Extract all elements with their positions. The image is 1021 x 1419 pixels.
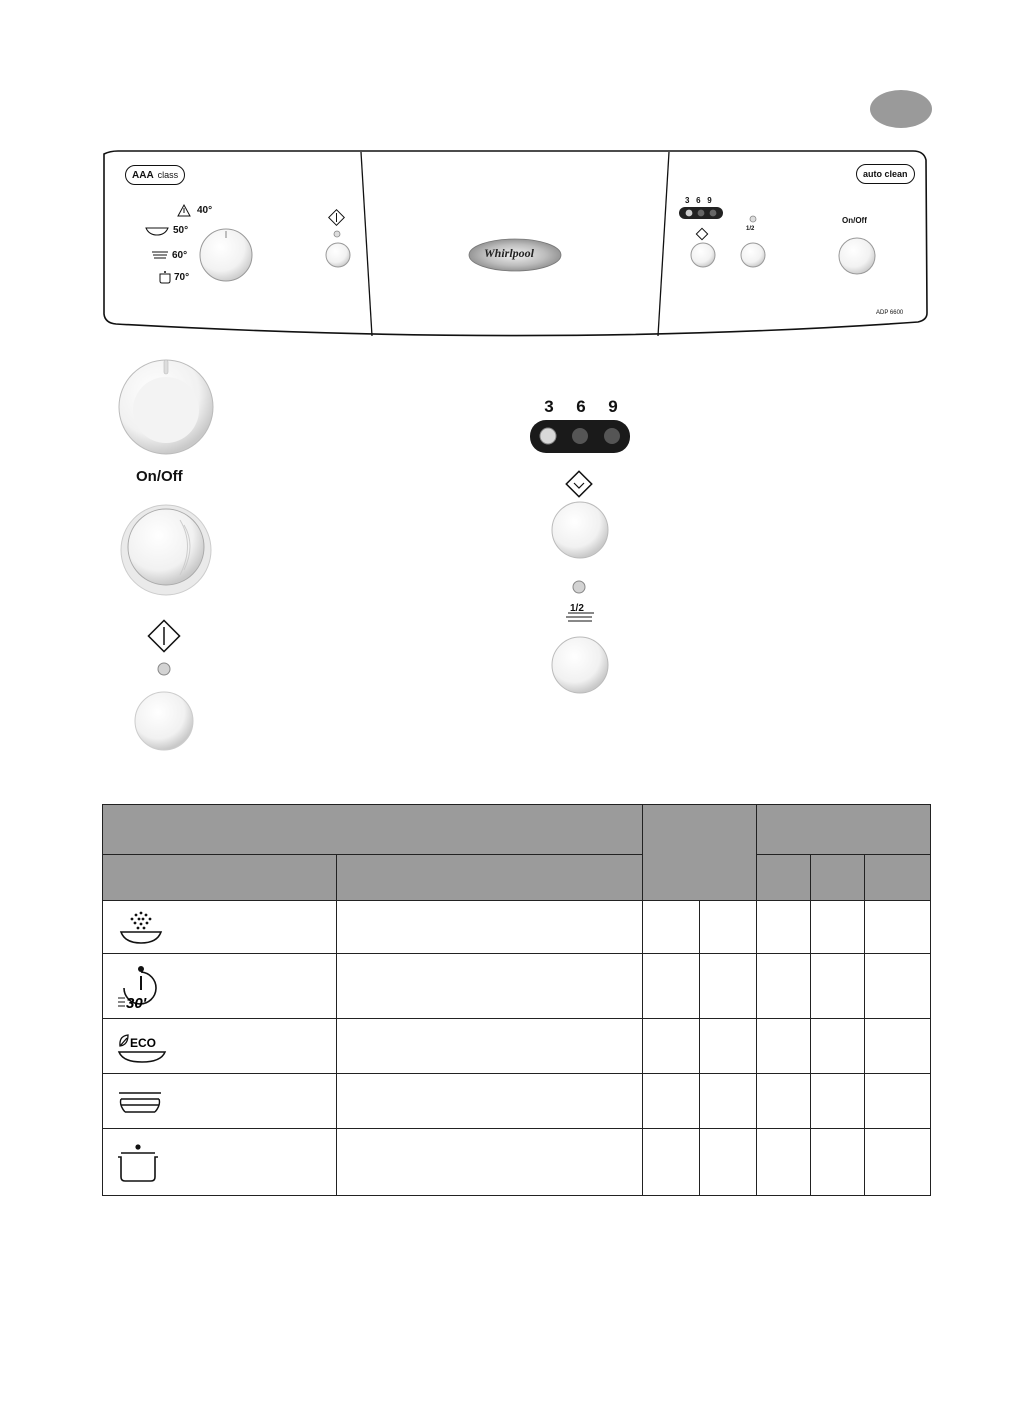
header-description-col: [337, 855, 643, 901]
table-row: [103, 901, 931, 954]
header-sub-2: [811, 855, 865, 901]
quick-wash-icon: [173, 203, 195, 217]
whirlpool-logo-text: Whirlpool: [484, 246, 535, 260]
normal-icon: [150, 249, 170, 261]
program-table: [102, 804, 931, 1196]
table-header-row-2: [103, 855, 931, 901]
table-row: [103, 1128, 931, 1195]
panel-delay-digits: 3 6 9: [685, 196, 712, 205]
intensive-pot-icon: [158, 270, 172, 284]
panel-on-off-label: On/Off: [842, 216, 867, 225]
eco-label: ECO: [130, 1035, 157, 1050]
table-row: [103, 954, 931, 1018]
header-program-group: [103, 805, 643, 855]
header-group-3: [757, 805, 931, 855]
auto-clean-badge: auto clean: [856, 164, 915, 184]
temp-40[interactable]: 40°: [173, 203, 212, 217]
left-controls-detail: [110, 355, 225, 765]
temp-70[interactable]: 70°: [158, 270, 189, 284]
table-header-row-1: [103, 805, 931, 855]
temp-60[interactable]: 60°: [150, 249, 187, 261]
table-row: [103, 1073, 931, 1128]
header-group-2: [643, 805, 757, 901]
quick-30-icon: [115, 960, 165, 1012]
on-off-label: On/Off: [136, 468, 183, 485]
energy-class-badge: AAA class: [125, 165, 185, 185]
header-sub-3: [865, 855, 931, 901]
header-program-col: [103, 855, 337, 901]
half-load-label: 1/2: [570, 603, 584, 614]
eco-icon: [143, 224, 171, 236]
quick-30-label: 30': [126, 994, 147, 1012]
rinse-spray-icon: [115, 907, 165, 947]
intensive-pot-icon: [115, 1139, 165, 1185]
header-sub-1: [757, 855, 811, 901]
table-row: [103, 1018, 931, 1073]
panel-half-load-label: 1/2: [746, 226, 755, 232]
eco-icon: [115, 1026, 175, 1066]
right-controls-detail: [528, 418, 638, 698]
language-marker: [870, 90, 932, 128]
normal-stacked-plates-icon: [115, 1083, 165, 1119]
model-number: ADP 6600: [876, 310, 904, 316]
temp-50[interactable]: 50°: [143, 224, 188, 236]
delay-digits: 3 6 9: [544, 397, 618, 416]
